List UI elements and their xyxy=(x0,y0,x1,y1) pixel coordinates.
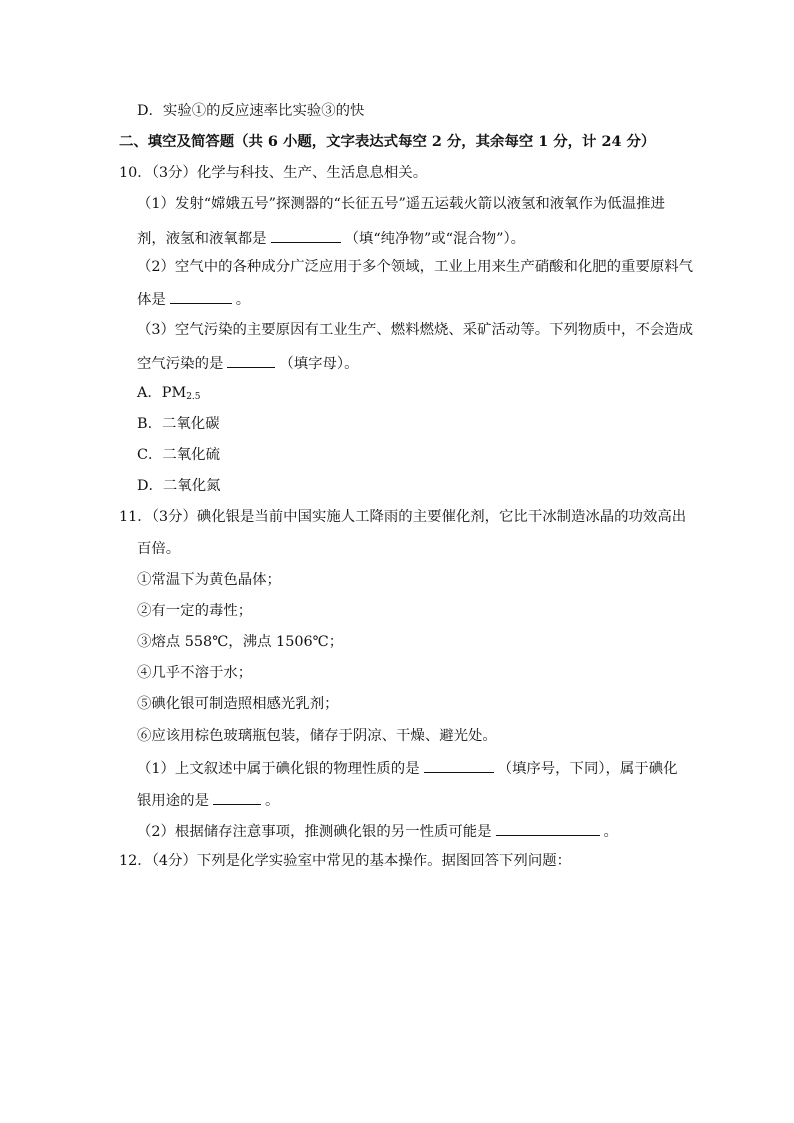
q11-item-4: ④几乎不溶于水； xyxy=(137,665,253,681)
q10-part2-text-b: 。 xyxy=(235,292,251,308)
q11-part1-text-b: （填序号，下同），属于碘化 xyxy=(497,761,678,777)
q10-part3-line1: （3）空气污染的主要原因有工业生产、燃料燃烧、采矿活动等。下列物质中，不会造成 xyxy=(137,322,694,338)
prev-option-d: D．实验①的反应速率比实验③的快 xyxy=(137,103,365,119)
q10-option-a-subscript: 2.5 xyxy=(186,392,201,402)
q10-option-a xyxy=(137,383,201,407)
q10-option-b: B．二氧化碳 xyxy=(137,416,220,432)
q12-stem: 12．（4分）下列是化学实验室中常见的基本操作。据图回答下列问题： xyxy=(119,853,571,869)
q11-stem-line2: 百倍。 xyxy=(137,541,181,557)
q10-option-c: C．二氧化硫 xyxy=(137,447,220,463)
section-heading: 二、填空及简答题（共 6 小题，文字表达式每空 2 分，其余每空 1 分，计 24 分） xyxy=(119,133,656,150)
q10-answer-blank-3[interactable] xyxy=(227,352,275,368)
q10-part2-text-a: 体是 xyxy=(137,292,166,308)
q10-part2-line1: （2）空气中的各种成分广泛应用于多个领域，工业上用来生产硝酸和化肥的重要原料气 xyxy=(137,259,694,275)
q11-part2 xyxy=(137,820,618,842)
q11-part1-text-a: （1）上文叙述中属于碘化银的物理性质的是 xyxy=(137,761,420,777)
q10-answer-blank-1[interactable] xyxy=(271,227,341,243)
q11-part1-text-c: 银用途的是 xyxy=(137,793,209,809)
q11-answer-blank-3[interactable] xyxy=(496,820,600,836)
q10-stem: 10．（3分）化学与科技、生产、生活息息相关。 xyxy=(119,165,428,181)
q11-answer-blank-2[interactable] xyxy=(213,789,261,805)
q11-part1-text-d: 。 xyxy=(264,793,280,809)
q10-option-a-label: A．PM xyxy=(137,385,187,401)
q11-item-6: ⑥应该用棕色玻璃瓶包装，储存于阴凉、干燥、避光处。 xyxy=(137,728,497,744)
q10-part1-line1: （1）发射“嫦娥五号”探测器的“长征五号”遥五运载火箭以液氢和液氧作为低温推进 xyxy=(137,196,665,212)
q11-item-2: ②有一定的毒性； xyxy=(137,603,253,619)
q10-part3-text-a: 空气污染的是 xyxy=(137,356,224,372)
q10-part3-text-b: （填字母）。 xyxy=(279,356,359,372)
q11-item-3: ③熔点 558℃，沸点 1506℃； xyxy=(137,634,344,650)
q11-part1-line2 xyxy=(137,789,279,811)
q10-answer-blank-2[interactable] xyxy=(170,288,232,304)
q10-part3-line2 xyxy=(137,352,359,374)
q10-part1-text-a: 剂，液氢和液氧都是 xyxy=(137,231,267,247)
q11-part2-text-a: （2）根据储存注意事项，推测碘化银的另一性质可能是 xyxy=(137,824,492,840)
q10-part2-line2 xyxy=(137,288,250,310)
q11-answer-blank-1[interactable] xyxy=(424,757,494,773)
q11-part2-text-b: 。 xyxy=(603,824,618,840)
q11-item-5: ⑤碘化银可制造照相感光乳剂； xyxy=(137,696,339,712)
q10-part1-line2 xyxy=(137,227,525,249)
q11-stem-line1: 11．（3分）碘化银是当前中国实施人工降雨的主要催化剂，它比干冰制造冰晶的功效高出 xyxy=(119,509,687,525)
q10-part1-text-b: （填“纯净物”或“混合物”）。 xyxy=(344,231,526,247)
q11-part1-line1 xyxy=(137,757,677,779)
q10-option-d: D．二氧化氮 xyxy=(137,478,221,494)
q11-item-1: ①常温下为黄色晶体； xyxy=(137,572,281,588)
